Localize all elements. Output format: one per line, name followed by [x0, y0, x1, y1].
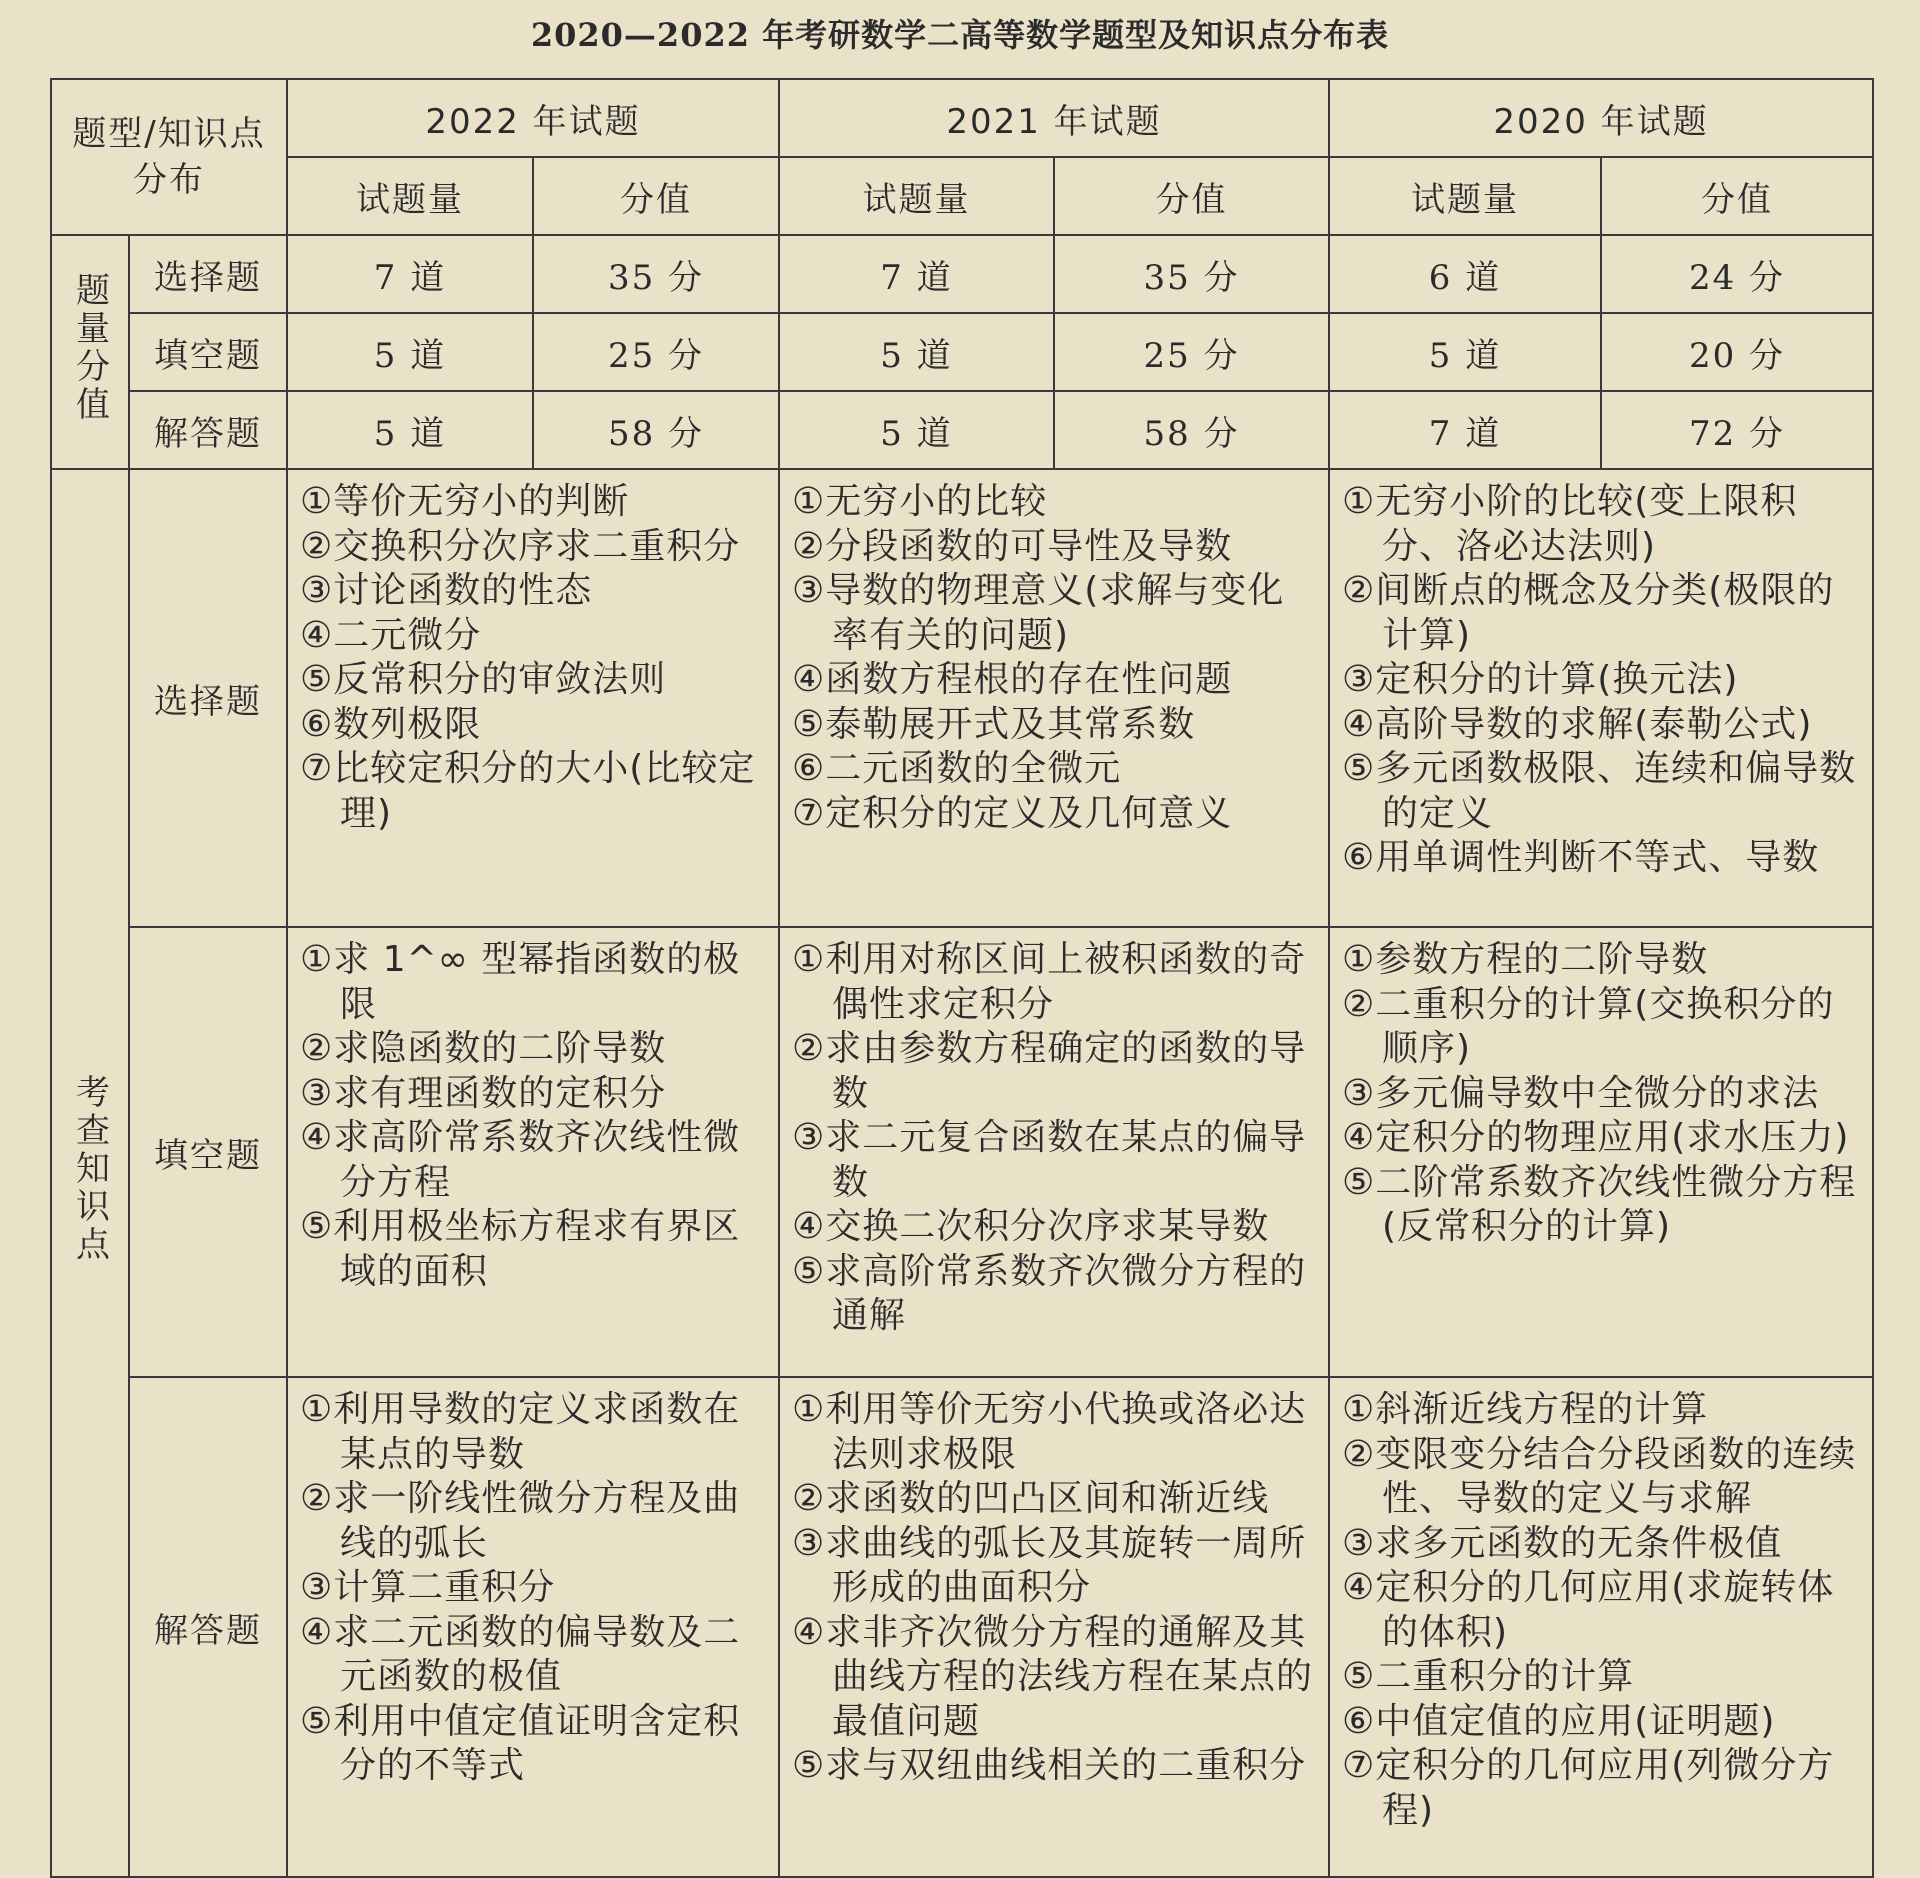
knowledge-item: ②交换积分次序求二重积分 [300, 525, 741, 567]
count-cell: 5 道 [287, 391, 533, 469]
page-title: 2020—2022 年考研数学二高等数学题型及知识点分布表 [530, 16, 1390, 54]
knowledge-item: ③计算二重积分 [300, 1567, 556, 1608]
knowledge-cell [1329, 927, 1873, 1377]
knowledge-cell [779, 927, 1329, 1377]
knowledge-item: ③求多元函数的无条件极值 [1342, 1522, 1783, 1564]
knowledge-item: ⑤利用中值定值证明含定积分的不等式 [300, 1700, 741, 1786]
count-cell: 5 道 [287, 313, 533, 391]
sub-header-score: 分值 [1054, 157, 1329, 235]
row-label: 解答题 [129, 1377, 287, 1877]
knowledge-list [792, 1388, 1318, 1789]
knowledge-list [792, 938, 1318, 1339]
knowledge-list [300, 480, 768, 836]
knowledge-item: ③求曲线的弧长及其旋转一周所形成的曲面积分 [792, 1522, 1307, 1608]
knowledge-item: ②求由参数方程确定的函数的导数 [792, 1028, 1307, 1114]
knowledge-item: ⑤利用极坐标方程求有界区域的面积 [300, 1206, 741, 1292]
knowledge-item: ④求非齐次微分方程的通解及其曲线方程的法线方程在某点的最值问题 [792, 1611, 1314, 1742]
score-cell: 35 分 [533, 235, 779, 313]
row-label: 填空题 [129, 313, 287, 391]
knowledge-item: ③导数的物理意义(求解与变化率有关的问题) [792, 570, 1285, 656]
knowledge-list [792, 480, 1318, 836]
knowledge-item: ⑤求与双纽曲线相关的二重积分 [792, 1745, 1307, 1786]
knowledge-item: ④定积分的物理应用(求水压力) [1342, 1117, 1850, 1158]
knowledge-list [1342, 480, 1862, 881]
knowledge-item: ③讨论函数的性态 [300, 570, 593, 611]
section-knowledge [51, 469, 129, 1877]
knowledge-item: ④函数方程根的存在性问题 [792, 659, 1233, 700]
score-cell: 25 分 [1054, 313, 1329, 391]
corner-header-cell [51, 79, 287, 235]
count-cell: 6 道 [1329, 235, 1601, 313]
knowledge-item: ⑥二元函数的全微元 [792, 748, 1122, 789]
knowledge-item: ④定积分的几何应用(求旋转体的体积) [1342, 1567, 1835, 1653]
count-cell: 7 道 [287, 235, 533, 313]
knowledge-cell [1329, 1377, 1873, 1877]
sub-header-count: 试题量 [1329, 157, 1601, 235]
knowledge-item: ⑦定积分的几何应用(列微分方程) [1342, 1745, 1835, 1831]
knowledge-item: ②变限变分结合分段函数的连续性、导数的定义与求解 [1342, 1433, 1857, 1519]
knowledge-item: ③求有理函数的定积分 [300, 1072, 667, 1114]
knowledge-item: ④求高阶常系数齐次线性微分方程 [300, 1117, 741, 1203]
knowledge-item: ⑦定积分的定义及几何意义 [792, 792, 1233, 834]
score-cell: 24 分 [1601, 235, 1873, 313]
score-cell: 35 分 [1054, 235, 1329, 313]
knowledge-cell [287, 469, 779, 927]
knowledge-item: ④交换二次积分次序求某导数 [792, 1206, 1270, 1247]
knowledge-item: ①无穷小阶的比较(变上限积分、洛必达法则) [1342, 481, 1798, 567]
knowledge-cell [779, 1377, 1329, 1877]
distribution-table [50, 78, 1874, 1878]
row-label: 解答题 [129, 391, 287, 469]
knowledge-item: ⑥用单调性判断不等式、导数 [1342, 837, 1820, 878]
score-cell: 20 分 [1601, 313, 1873, 391]
score-cell: 25 分 [533, 313, 779, 391]
knowledge-item: ⑤求高阶常系数齐次微分方程的通解 [792, 1250, 1307, 1336]
score-cell: 72 分 [1601, 391, 1873, 469]
knowledge-cell [287, 1377, 779, 1877]
knowledge-item: ⑤二阶常系数齐次线性微分方程(反常积分的计算) [1342, 1161, 1857, 1247]
knowledge-item: ⑦比较定积分的大小(比较定理) [300, 748, 756, 834]
count-cell: 7 道 [779, 235, 1054, 313]
year-header-2022: 2022 年试题 [287, 79, 779, 157]
knowledge-item: ⑤二重积分的计算 [1342, 1656, 1635, 1697]
knowledge-item: ①求 1^∞ 型幂指函数的极限 [300, 939, 741, 1025]
knowledge-item: ②分段函数的可导性及导数 [792, 525, 1233, 567]
knowledge-item: ①等价无穷小的判断 [300, 481, 630, 522]
knowledge-list [300, 1388, 768, 1789]
knowledge-item: ⑥中值定值的应用(证明题) [1342, 1700, 1776, 1742]
knowledge-item: ⑤多元函数极限、连续和偏导数的定义 [1342, 748, 1857, 834]
knowledge-item: ③定积分的计算(换元法) [1342, 659, 1739, 700]
row-label: 选择题 [129, 235, 287, 313]
count-cell: 5 道 [1329, 313, 1601, 391]
knowledge-list [1342, 1388, 1862, 1833]
knowledge-item: ②间断点的概念及分类(极限的计算) [1342, 570, 1835, 656]
knowledge-item: ⑤反常积分的审敛法则 [300, 659, 667, 700]
knowledge-item: ③多元偏导数中全微分的求法 [1342, 1072, 1820, 1114]
knowledge-item: ①利用等价无穷小代换或洛必达法则求极限 [792, 1389, 1307, 1475]
year-header-2021: 2021 年试题 [779, 79, 1329, 157]
knowledge-item: ②二重积分的计算(交换积分的顺序) [1342, 983, 1835, 1069]
knowledge-cell [779, 469, 1329, 927]
count-cell: 7 道 [1329, 391, 1601, 469]
score-cell: 58 分 [533, 391, 779, 469]
knowledge-cell [1329, 469, 1873, 927]
knowledge-list [1342, 938, 1862, 1250]
row-label: 选择题 [129, 469, 287, 927]
knowledge-item: ④求二元函数的偏导数及二元函数的极值 [300, 1611, 741, 1697]
section-quantity-score [51, 235, 129, 469]
sub-header-score: 分值 [533, 157, 779, 235]
row-label: 填空题 [129, 927, 287, 1377]
knowledge-item: ②求隐函数的二阶导数 [300, 1028, 667, 1069]
sub-header-count: 试题量 [779, 157, 1054, 235]
knowledge-item: ②求函数的凹凸区间和渐近线 [792, 1478, 1270, 1519]
knowledge-cell [287, 927, 779, 1377]
knowledge-item: ①参数方程的二阶导数 [1342, 939, 1709, 980]
knowledge-item: ④高阶导数的求解(泰勒公式) [1342, 703, 1813, 745]
corner-header-label: 题型/知识点分布 [72, 114, 266, 200]
knowledge-item: ③求二元复合函数在某点的偏导数 [792, 1117, 1307, 1203]
knowledge-item: ①无穷小的比较 [792, 481, 1048, 522]
knowledge-item: ④二元微分 [300, 614, 482, 656]
sub-header-count: 试题量 [287, 157, 533, 235]
count-cell: 5 道 [779, 313, 1054, 391]
count-cell: 5 道 [779, 391, 1054, 469]
knowledge-list [300, 938, 768, 1294]
knowledge-item: ①斜渐近线方程的计算 [1342, 1389, 1709, 1430]
knowledge-item: ②求一阶线性微分方程及曲线的弧长 [300, 1478, 741, 1564]
knowledge-item: ⑥数列极限 [300, 703, 482, 745]
score-cell: 58 分 [1054, 391, 1329, 469]
section-quantity-score-label: 题量分值 [69, 271, 110, 424]
knowledge-item: ⑤泰勒展开式及其常系数 [792, 703, 1196, 745]
year-header-2020: 2020 年试题 [1329, 79, 1873, 157]
sub-header-score: 分值 [1601, 157, 1873, 235]
knowledge-item: ①利用导数的定义求函数在某点的导数 [300, 1389, 741, 1475]
knowledge-item: ①利用对称区间上被积函数的奇偶性求定积分 [792, 939, 1307, 1025]
section-knowledge-label: 考查知识点 [69, 1073, 110, 1264]
